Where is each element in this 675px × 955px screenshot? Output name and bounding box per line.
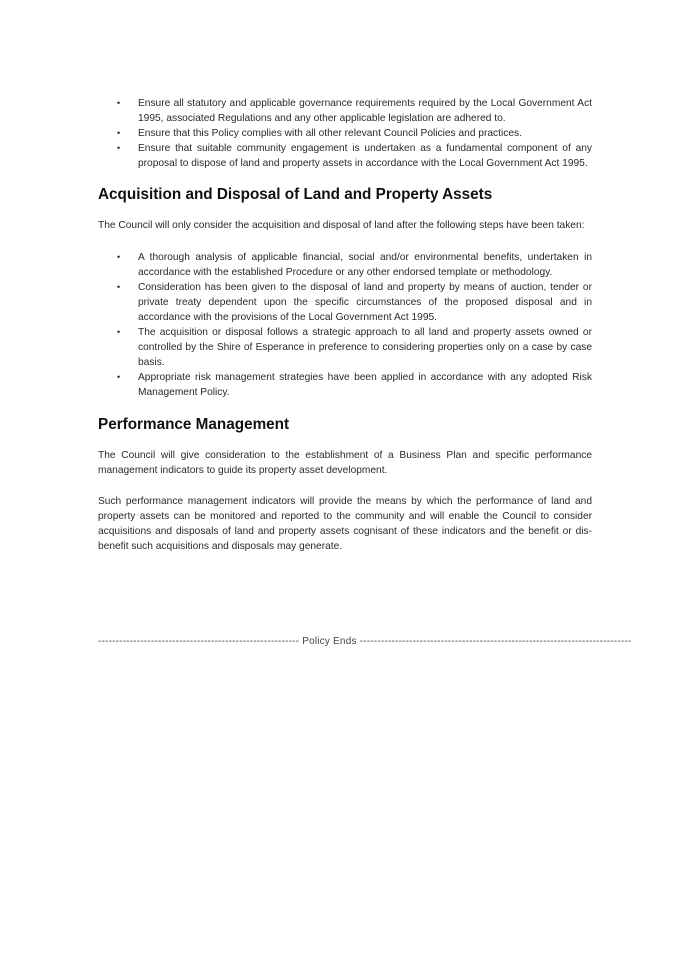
bullet-icon: • — [117, 282, 121, 292]
policy-end-divider — [98, 634, 632, 649]
divider-dashes-left: --------------------------------------------------------- — [98, 636, 300, 647]
bullet-text: Appropriate risk management strategies have been applied in accordance with any adopted Risk Management Policy. — [138, 372, 592, 398]
bullet-icon: • — [117, 327, 121, 337]
bullet-icon: • — [117, 128, 121, 138]
policy-ends-label: Policy Ends — [302, 636, 357, 647]
list-item — [98, 250, 592, 280]
page-content — [98, 96, 592, 554]
performance-heading: Performance Management — [98, 416, 290, 433]
acquisition-heading: Acquisition and Disposal of Land and Property Assets — [98, 186, 493, 203]
bullet-icon: • — [117, 252, 121, 262]
bullet-text: A thorough analysis of applicable financial, social and/or environmental benefits, undertaken in accordance with the established Procedure or any other endorsed template or methodology. — [138, 252, 592, 278]
acquisition-intro: The Council will only consider the acquisition and disposal of land after the following steps have been taken: — [98, 220, 585, 231]
acquisition-bullet-list — [98, 250, 592, 400]
bullet-icon: • — [117, 372, 121, 382]
list-item — [98, 325, 592, 370]
bullet-text: The acquisition or disposal follows a strategic approach to all land and property assets owned or controlled by the Shire of Esperance in preference to considering properties only on a case by case basis. — [138, 327, 592, 368]
list-item — [98, 370, 592, 400]
bullet-text: Ensure that suitable community engagement is undertaken as a fundamental component of any proposal to dispose of land and property assets in accordance with the Local Government Act 1995. — [138, 143, 592, 169]
performance-paragraph-1: The Council will give consideration to the establishment of a Business Plan and specific performance management indicators to guide its property asset development. — [98, 450, 592, 476]
performance-paragraph-2: Such performance management indicators will provide the means by which the performance of land and property assets can be monitored and reported to the community and will enable the Council to consider acquisitions and disposals of land and property assets cognisant of these indicators and the benefit or dis-benefit such acquisitions and disposals may generate. — [98, 496, 592, 552]
intro-bullet-list — [98, 96, 592, 171]
bullet-text: Ensure all statutory and applicable governance requirements required by the Local Government Act 1995, associated Regulations and any other applicable legislation are adhered to. — [138, 98, 592, 124]
bullet-icon: • — [117, 98, 121, 108]
list-item — [98, 96, 592, 126]
bullet-text: Consideration has been given to the disposal of land and property by means of auction, tender or private treaty dependent upon the specific circumstances of the proposed disposal and in accordance with the provisions of the Local Government Act 1995. — [138, 282, 592, 323]
bullet-icon: • — [117, 143, 121, 153]
bullet-text: Ensure that this Policy complies with all other relevant Council Policies and practices. — [138, 128, 522, 139]
list-item — [98, 141, 592, 171]
list-item — [98, 280, 592, 325]
divider-dashes-right: ----------------------------------------------------------------------------- — [359, 636, 632, 647]
list-item — [98, 126, 592, 141]
